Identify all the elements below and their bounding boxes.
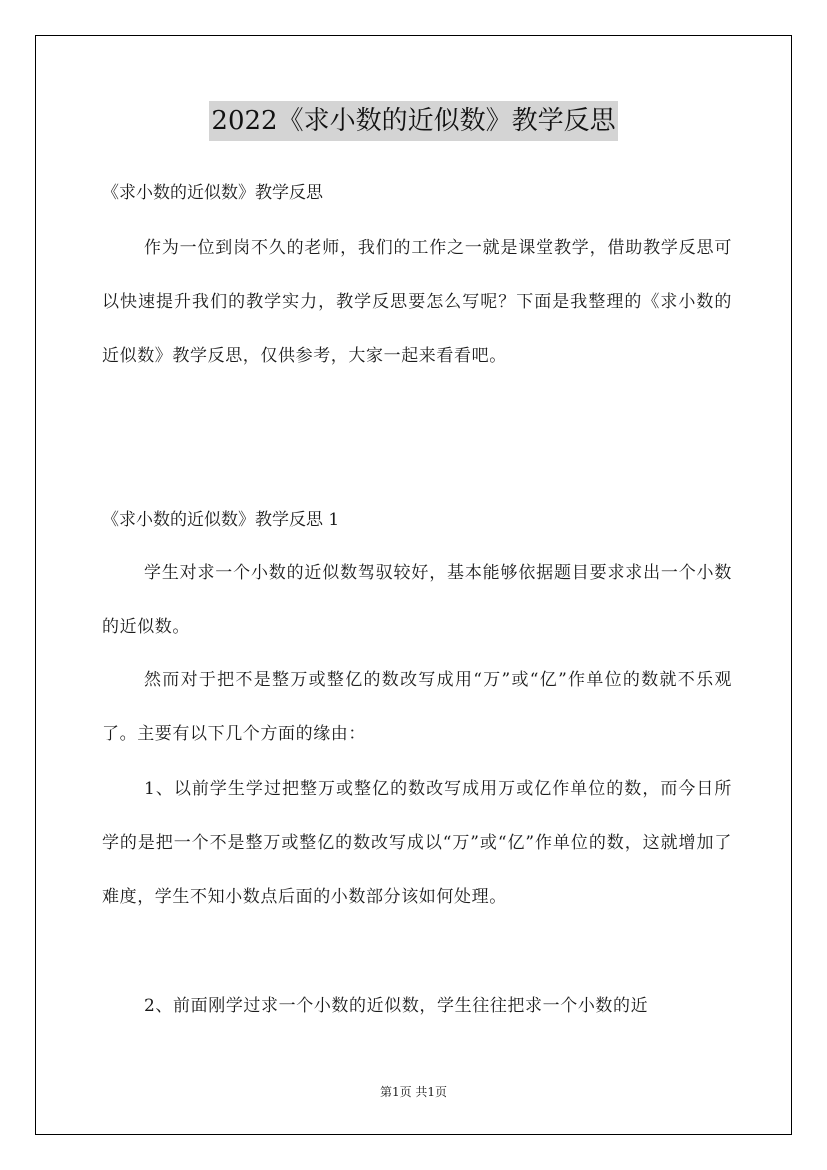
intro-paragraph: 作为一位到岗不久的老师，我们的工作之一就是课堂教学，借助教学反思可以快速提升我们的教学实力，教学反思要怎么写呢？下面是我整理的《求小数的近似数》教学反思，仅供参考，大家一起来看看吧。 xyxy=(102,238,732,366)
paragraph-1: 学生对求一个小数的近似数驾驭较好，基本能够依据题目要求求出一个小数的近似数。 xyxy=(102,563,732,637)
page-footer: 第1页 共1页 xyxy=(379,1085,448,1099)
intro-heading: 《求小数的近似数》教学反思 xyxy=(102,183,323,203)
document-title: 2022《求小数的近似数》教学反思 xyxy=(209,101,617,141)
paragraph-2: 然而对于把不是整万或整亿的数改写成用“万”或“亿”作单位的数就不乐观了。主要有以下几个方面的缘由： xyxy=(102,670,732,744)
title-container xyxy=(0,101,827,141)
paragraph-4: 2、前面刚学过求一个小数的近似数，学生往往把求一个小数的近 xyxy=(144,996,649,1016)
paragraph-3: 1、以前学生学过把整万或整亿的数改写成用万或亿作单位的数，而今日所学的是把一个不是整万或整亿的数改写成以“万”或“亿”作单位的数，这就增加了难度，学生不知小数点后面的小数部分该如何处理。 xyxy=(102,779,732,907)
section-heading: 《求小数的近似数》教学反思 1 xyxy=(102,510,340,530)
